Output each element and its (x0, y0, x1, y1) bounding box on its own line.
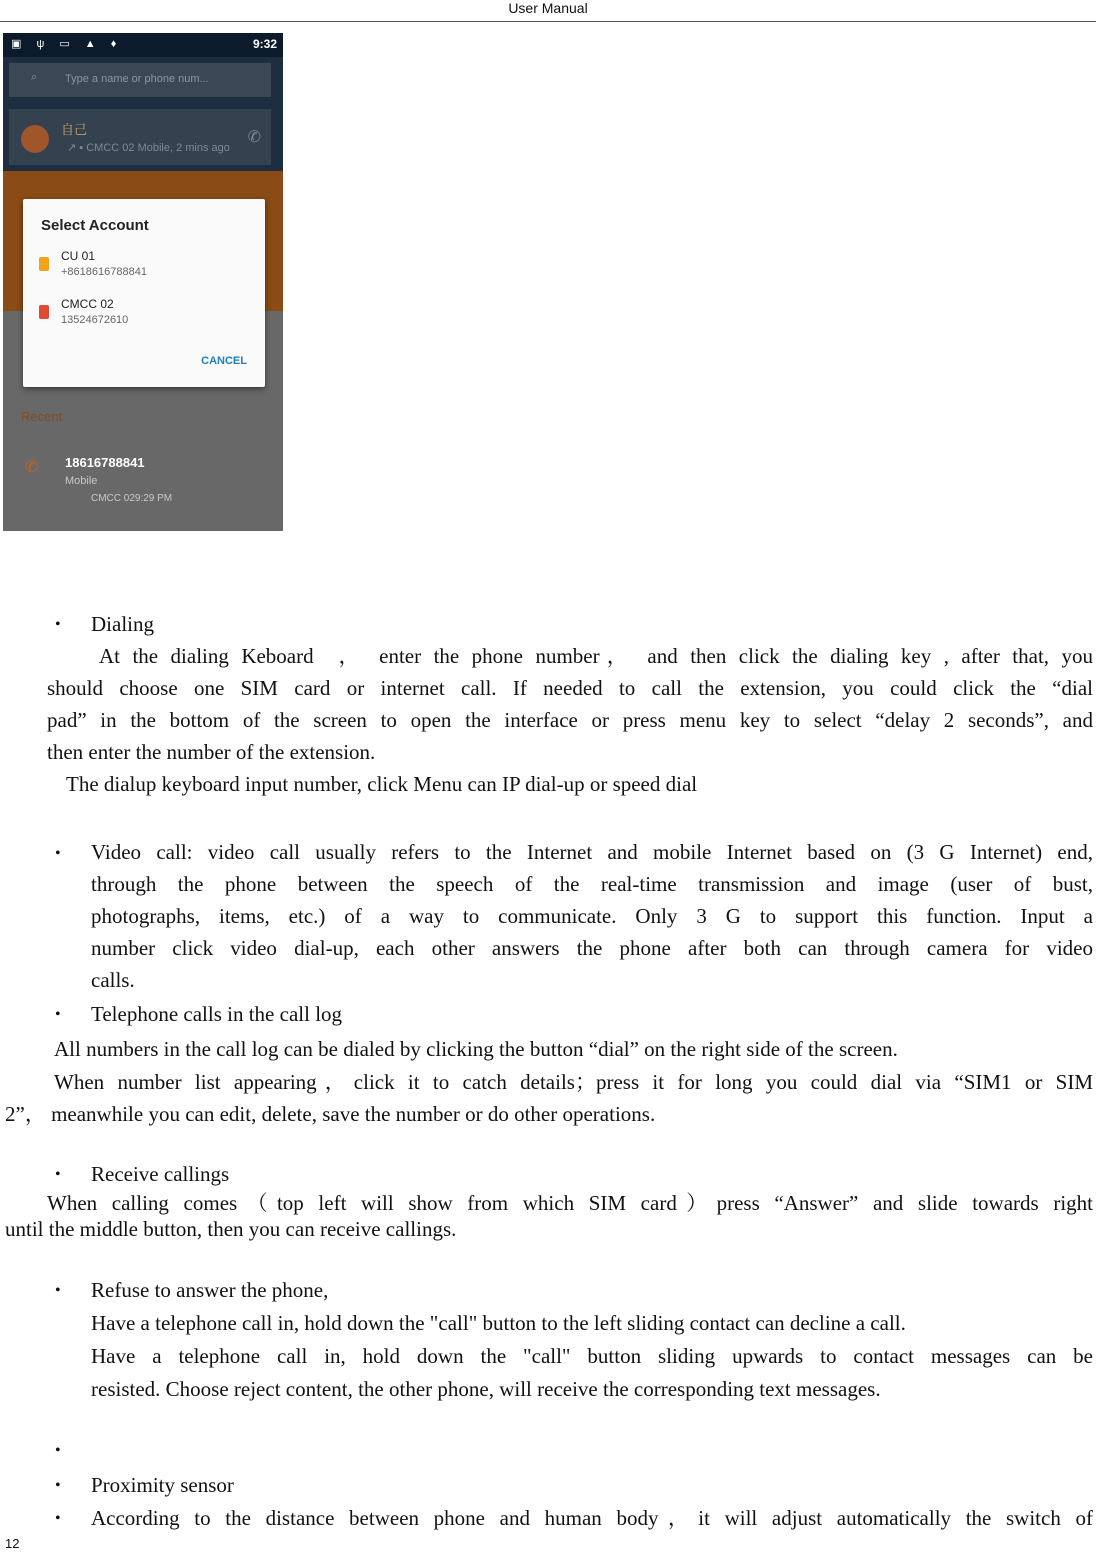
contact-card[interactable] (9, 109, 271, 165)
paragraph-line: 2”， meanwhile you can edit, delete, save the number or do other operations. (5, 1102, 656, 1126)
section-title: Dialing (91, 612, 154, 636)
paragraph-line: should choose one SIM card or internet call. If needed to call the extension, you could click the “dial (47, 676, 1093, 700)
paragraph-line: Have a telephone call in, hold down the "call" button sliding upwards to contact messages can be (91, 1344, 1093, 1368)
recent-type: Mobile (65, 475, 98, 487)
paragraph-line: All numbers in the call log can be dialed by clicking the button “dial” on the right side of the screen. (54, 1037, 898, 1061)
bullet: • (55, 1442, 61, 1459)
section-title: Proximity sensor (91, 1473, 234, 1497)
section-title: Refuse to answer the phone, (91, 1278, 329, 1302)
search-icon: ⌕ (31, 71, 38, 83)
cancel-button[interactable]: CANCEL (201, 355, 247, 367)
account-name[interactable]: CMCC 02 (61, 297, 114, 311)
account-number: +8618616788841 (61, 266, 147, 278)
bullet: • (55, 845, 61, 862)
status-time: 9:32 (252, 37, 277, 51)
paragraph-line: until the middle button, then you can receive callings. (5, 1217, 457, 1241)
phone-screenshot (3, 33, 283, 531)
call-icon[interactable]: ✆ (247, 129, 261, 146)
paragraph-line: through the phone between the speech of the real-time transmission and image (user of bust, (91, 872, 1093, 896)
sim-card-icon (39, 257, 49, 271)
recent-number[interactable]: 18616788841 (65, 455, 145, 470)
contact-name: 自己 (61, 122, 88, 137)
paragraph-line: pad” in the bottom of the screen to open the interface or press menu key to select “delay 2 seconds”, and (47, 708, 1093, 732)
status-icons: ▣ ψ ▭ ▲ ♦ (11, 38, 123, 50)
recent-detail: CMCC 029:29 PM (91, 493, 173, 504)
paragraph-line: The dialup keyboard input number, click Menu can IP dial-up or speed dial (66, 772, 698, 796)
section-title: Telephone calls in the call log (91, 1002, 343, 1026)
account-name[interactable]: CU 01 (61, 249, 96, 263)
page-number: 12 (5, 1536, 20, 1551)
search-placeholder: Type a name or phone num... (65, 73, 209, 85)
paragraph-line: At the dialing Keboard ， enter the phone number， and then click the dialing key , after that, you (99, 644, 1093, 668)
paragraph-line: number click video dial-up, each other answers the phone after both can through camera for video (91, 936, 1093, 960)
bullet: • (55, 1006, 61, 1023)
paragraph-line: According to the distance between phone and human body，it will adjust automatically the switch of (91, 1506, 1093, 1530)
status-bar (3, 33, 283, 57)
section-title: Receive callings (91, 1162, 230, 1186)
paragraph-line: When number list appearing，click it to catch details；press it for long you could dial via “SIM1 or SIM (54, 1070, 1093, 1094)
bullet: • (55, 1510, 61, 1527)
select-account-dialog (23, 199, 265, 387)
paragraph-line: photographs, items, etc.) of a way to communicate. Only 3 G to support this function. Input a (91, 904, 1093, 928)
bullet: • (55, 1282, 61, 1299)
bullet: • (55, 1477, 61, 1494)
bullet: • (55, 1166, 61, 1183)
sim-card-icon (39, 305, 49, 319)
paragraph-line: Have a telephone call in, hold down the "call" button to the left sliding contact can decline a call. (91, 1311, 906, 1335)
page-header: User Manual (0, 0, 1096, 22)
paragraph-line: When calling comes（top left will show from which SIM card）press “Answer” and slide towards right (47, 1191, 1093, 1215)
phone-icon: ✆ (25, 459, 39, 476)
paragraph-line: Video call: video call usually refers to the Internet and mobile Internet based on (3 G Internet) end, (91, 840, 1093, 864)
paragraph-line: resisted. Choose reject content, the other phone, will receive the corresponding text messages. (91, 1377, 881, 1401)
paragraph-line: then enter the number of the extension. (47, 740, 376, 764)
dialog-title: Select Account (41, 217, 149, 234)
search-input[interactable] (9, 63, 271, 97)
avatar (21, 125, 49, 153)
contact-subtitle: ↗ ▪ CMCC 02 Mobile, 2 mins ago (67, 142, 230, 154)
recent-label: Recent (21, 409, 63, 424)
bullet: • (55, 616, 61, 633)
paragraph-line: calls. (91, 968, 135, 992)
account-number: 13524672610 (61, 314, 129, 326)
